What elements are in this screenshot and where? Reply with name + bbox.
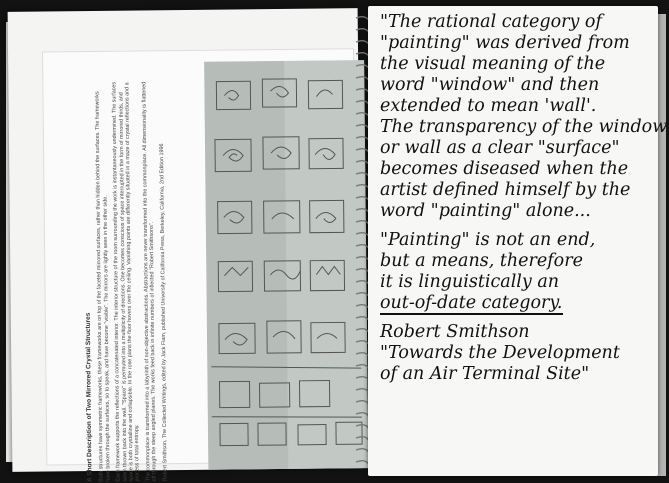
quote-line: "Painting" is not an end, (380, 230, 596, 250)
printed-title: A Short Description of Two Mirrored Crystal Structures (84, 312, 94, 483)
quote-line (380, 293, 650, 314)
sketch-drawing (204, 60, 368, 470)
printed-source: Robert Smithson, The Collected Writings, edited by Jack Flam, published University of California Press, Berkeley, California, 2nd Edition 1996 (158, 143, 169, 482)
quote-line: the visual meaning of the (380, 54, 606, 74)
quote-line: word "painting" alone... (380, 201, 591, 221)
printed-paragraph-1: Both structures have symmetric frameworks, these frameworks are on top of the faceted mirrored surfaces, rather than hidden behind the surfaces. The frameworks have broken through the surfaces, so to speak, and have become "visible". The mirrors are lightly seen in the other side. (94, 91, 112, 482)
right-page (368, 6, 668, 476)
quote-line: The transparency of the window (380, 117, 668, 137)
underlined-phrase: out-of-date category. (380, 293, 563, 313)
attribution-line: "Towards the Development (380, 343, 620, 363)
left-page (8, 8, 363, 483)
attribution-line: Robert Smithson (380, 322, 530, 342)
quote-line: "painting" was derived from (380, 33, 630, 53)
attribution (380, 322, 650, 385)
printed-paragraph-2: Each framework supports the reflections of a concatenated interior. The interior structure of the room surrounding the work is instantaneously undermined. The surfaces seem thrown back into the wall. "Space" is permuted into a multiplicity of directions. One becomes conscious of space interrupted in the form of mirrored thirds, and space is both crystalline and collapsible. In the rose plans the floor hovers over the ceiling. Vanishing points are differently situated in a maze of crystal reflections and a process of total entropy. (111, 81, 141, 482)
pencil-sketch-photocopy (204, 60, 368, 470)
quote-line: word "window" and then (380, 75, 600, 95)
quote-line: artist defined himself by the (380, 180, 631, 200)
quote-line: extended to mean 'wall'. (380, 96, 597, 116)
quote-line: "The rational category of (380, 12, 602, 32)
quote-line: or wall as a clear "surface" (380, 138, 620, 158)
quote-line: but a means, therefore (380, 251, 583, 271)
handwritten-quote (380, 12, 668, 385)
quote-line: becomes diseased when the (380, 159, 629, 179)
quote-line: it is linguistically an (380, 272, 560, 292)
printed-paragraph-3: The commonplace is transformed into a labyrinth of non-objective abstractions. Abstractions are never transformed into the commonplace. All dimensionality is flattened off through the steep angled planes. The works feed back in infinite numbers of inflected "Robert Smithsons". (141, 81, 158, 482)
attribution-line: of an Air Terminal Site" (380, 364, 590, 384)
